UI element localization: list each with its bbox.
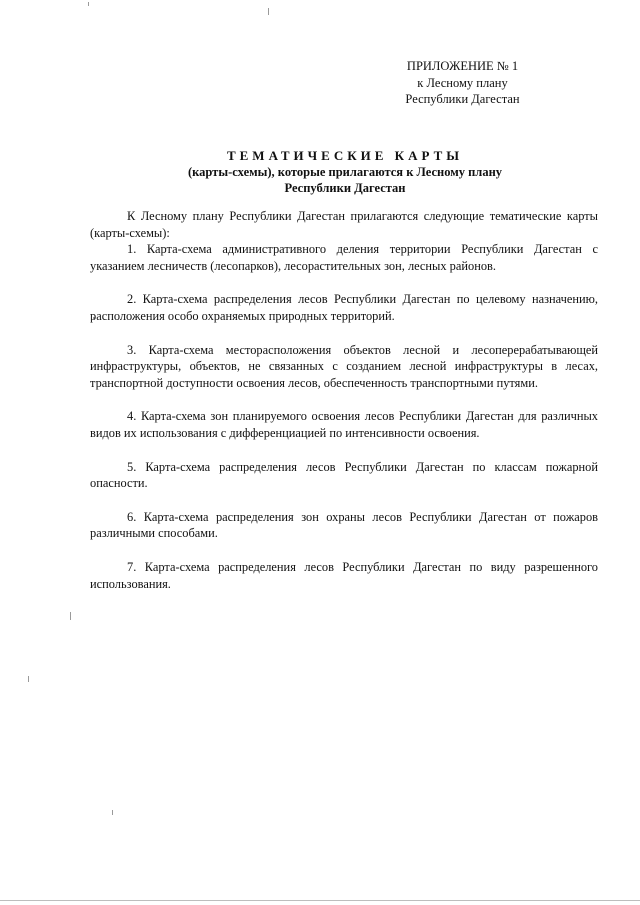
document-title [80, 148, 610, 196]
scan-speck [70, 612, 71, 620]
scan-speck [88, 2, 89, 6]
list-item: 1. Карта-схема административного деления территории Республики Дагестан с указанием лесничеств (лесопарков), лесорастительных зон, лесных районов. [90, 242, 598, 273]
document-body [90, 208, 598, 609]
title-main: ТЕМАТИЧЕСКИЕ КАРТЫ [226, 148, 464, 163]
title-subtitle: (карты-схемы), которые прилагаются к Лесному плану [187, 165, 503, 179]
annex-region: Республики Дагестан [405, 92, 520, 106]
annex-header [400, 58, 525, 108]
scan-speck [112, 810, 113, 815]
scan-bottom-edge [0, 900, 640, 901]
list-item: 3. Карта-схема месторасположения объектов лесной и лесоперерабатывающей инфраструктуры, объектов, не связанных с созданием лесной инфраструктуры в лесах, транспортной доступности освоения лесов, обеспеченность транспортными путями. [90, 342, 598, 390]
title-region: Республики Дагестан [284, 181, 406, 195]
annex-number: ПРИЛОЖЕНИЕ № 1 [406, 59, 519, 73]
list-item: 7. Карта-схема распределения лесов Республики Дагестан по виду разрешенного использования. [90, 559, 598, 591]
list-item: 2. Карта-схема распределения лесов Республики Дагестан по целевому назначению, расположения особо охраняемых природных территорий. [90, 292, 598, 323]
scan-speck [268, 8, 269, 15]
list-item: 4. Карта-схема зон планируемого освоения лесов Республики Дагестан для различных видов их использования с дифференциацией по интенсивности освоения. [90, 409, 598, 440]
list-item: 6. Карта-схема распределения зон охраны лесов Республики Дагестан от пожаров различными способами. [90, 509, 598, 541]
annex-reference: к Лесному плану [417, 75, 508, 90]
intro-paragraph: К Лесному плану Республики Дагестан прилагаются следующие тематические карты (карты-схемы): [90, 209, 598, 240]
list-item: 5. Карта-схема распределения лесов Республики Дагестан по классам пожарной опасности. [90, 459, 598, 491]
scan-speck [28, 676, 29, 682]
